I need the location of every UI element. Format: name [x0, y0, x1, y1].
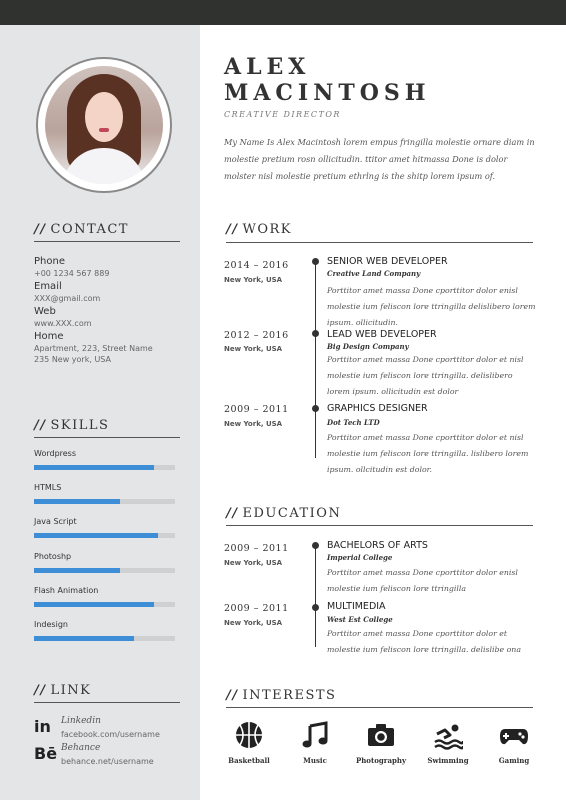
- interest-basketball: [219, 720, 279, 765]
- skills-heading: // SKILLS: [34, 418, 110, 433]
- home-address-line2: 235 New york, USA: [34, 355, 111, 364]
- skill-bar-fill: [34, 568, 120, 573]
- skill-bar-track: [34, 602, 175, 607]
- linkedin-url[interactable]: facebook.com/username: [61, 730, 160, 739]
- timeline-dot: [312, 258, 319, 265]
- linkedin-name: Linkedin: [61, 716, 101, 726]
- education-heading: // EDUCATION: [226, 506, 342, 521]
- skill-bar-track: [34, 568, 175, 573]
- education-date: 2009 – 2011: [224, 603, 289, 614]
- interest-gaming: [484, 720, 544, 765]
- work-date: 2014 – 2016: [224, 260, 289, 271]
- education-place: New York, USA: [224, 559, 283, 567]
- work-desc: Porttitor amet massa Done cporttitor dolor enisl molestie ium feliscon lore ttringilla delislibero lorem ipsum. ollicitudin.: [327, 286, 536, 327]
- timeline-dot: [312, 542, 319, 549]
- timeline-dot: [312, 604, 319, 611]
- education-org: West Est College: [327, 615, 393, 624]
- behance-name: Behance: [61, 743, 101, 753]
- work-org: Big Design Company: [327, 342, 409, 351]
- interest-label: Basketball: [228, 756, 270, 765]
- skill-bar-fill: [34, 465, 154, 470]
- work-timeline-line: [315, 262, 316, 458]
- skill-bar-track: [34, 465, 175, 470]
- phone-value: +00 1234 567 889: [34, 269, 110, 278]
- interest-swimming: [418, 720, 478, 765]
- education-date: 2009 – 2011: [224, 543, 289, 554]
- work-heading: // WORK: [226, 222, 293, 237]
- swimming-icon: [433, 720, 463, 750]
- work-place: New York, USA: [224, 276, 283, 284]
- interest-label: Photography: [355, 756, 407, 765]
- contact-divider: [34, 241, 180, 242]
- skill-bar-fill: [34, 636, 134, 641]
- skill-label: Indesign: [34, 620, 68, 629]
- interests-heading: // INTERESTS: [226, 688, 337, 703]
- profile-photo: [45, 66, 163, 184]
- education-timeline-line: [315, 545, 316, 647]
- education-title: MULTIMEDIA: [327, 601, 386, 612]
- skill-label: Flash Animation: [34, 585, 99, 595]
- work-org: Creative Land Company: [327, 269, 421, 278]
- email-value[interactable]: XXX@gmail.com: [34, 294, 101, 303]
- top-bar: [0, 0, 566, 25]
- skill-bar-track: [34, 499, 175, 504]
- home-address-line1: Apartment, 223, Street Name: [34, 344, 153, 353]
- camera-icon: [366, 720, 396, 750]
- timeline-dot: [312, 330, 319, 337]
- education-divider: [226, 525, 533, 526]
- education-place: New York, USA: [224, 619, 283, 627]
- home-label: Home: [34, 331, 64, 342]
- link-divider: [34, 702, 180, 703]
- skill-bar-track: [34, 533, 175, 538]
- work-date: 2009 – 2011: [224, 404, 289, 415]
- behance-icon[interactable]: Bē: [34, 744, 58, 763]
- profile-bio: My Name Is Alex Macintosh lorem empus fringilla molestie ornare diam in molestie pretium rosn ollicitudin. ttitor amet hitmassa Done is dolor molster nisl molestie pretium ethrlng is the shitp lorem ipsum of.: [224, 137, 535, 181]
- web-value[interactable]: www.XXX.com: [34, 319, 92, 328]
- work-title: SENIOR WEB DEVELOPER: [327, 256, 448, 267]
- web-label: Web: [34, 306, 56, 317]
- skill-label: Java Script: [34, 517, 77, 527]
- last-name: MACINTOSH: [224, 80, 431, 106]
- phone-label: Phone: [34, 256, 65, 267]
- education-title: BACHELORS OF ARTS: [327, 540, 428, 551]
- work-title: GRAPHICS DESIGNER: [327, 403, 428, 414]
- skill-bar-track: [34, 636, 175, 641]
- skill-label: HTMLS: [34, 483, 62, 493]
- work-place: New York, USA: [224, 420, 283, 428]
- profile-photo-frame: [36, 57, 172, 193]
- education-org: Imperial College: [327, 553, 393, 562]
- interest-music: [285, 720, 345, 765]
- email-label: Email: [34, 281, 62, 292]
- skill-label: Wordpress: [34, 449, 77, 458]
- music-icon: [300, 720, 330, 750]
- first-name: ALEX: [224, 54, 311, 80]
- interest-label: Swimming: [427, 756, 469, 765]
- work-place: New York, USA: [224, 345, 283, 353]
- timeline-dot: [312, 405, 319, 412]
- work-desc: Porttitor amet massa Done cporttitor dolor et nisl molestie ium feliscon lore ttringilla. lislibero lorem ipsum. ollcitudin est dolor.: [327, 433, 529, 474]
- behance-url[interactable]: behance.net/username: [61, 757, 154, 766]
- education-desc: Porttitor amet massa Done cporttitor dolor et molestie ium feliscon lore ttringilla. delislibe ona: [327, 629, 521, 654]
- contact-heading: // CONTACT: [34, 222, 129, 237]
- work-desc: Porttitor amet massa Done cporttitor dolor et nisl molestie ium feliscon lore ttringilla. delislibero lorem ipsum. ollicitudin est dolor: [327, 355, 524, 396]
- work-divider: [226, 242, 533, 243]
- interest-label: Gaming: [498, 756, 530, 765]
- skill-bar-fill: [34, 499, 120, 504]
- skill-bar-fill: [34, 533, 158, 538]
- work-date: 2012 – 2016: [224, 330, 289, 341]
- work-org: Dot Tech LTD: [327, 418, 380, 427]
- education-desc: Porttitor amet massa Done cporttitor dolor enisl molestie ium feliscon lore ttringilla: [327, 568, 518, 593]
- interests-divider: [226, 707, 533, 708]
- link-heading: // LINK: [34, 683, 92, 698]
- interest-photography: [351, 720, 411, 765]
- interest-label: Music: [303, 756, 327, 765]
- work-title: LEAD WEB DEVELOPER: [327, 329, 437, 340]
- job-role: CREATIVE DIRECTOR: [224, 110, 341, 119]
- linkedin-icon[interactable]: in: [34, 717, 51, 736]
- skill-bar-fill: [34, 602, 154, 607]
- skill-label: Photoshp: [34, 551, 72, 561]
- skills-divider: [34, 437, 180, 438]
- basketball-icon: [234, 720, 264, 750]
- gamepad-icon: [499, 720, 529, 750]
